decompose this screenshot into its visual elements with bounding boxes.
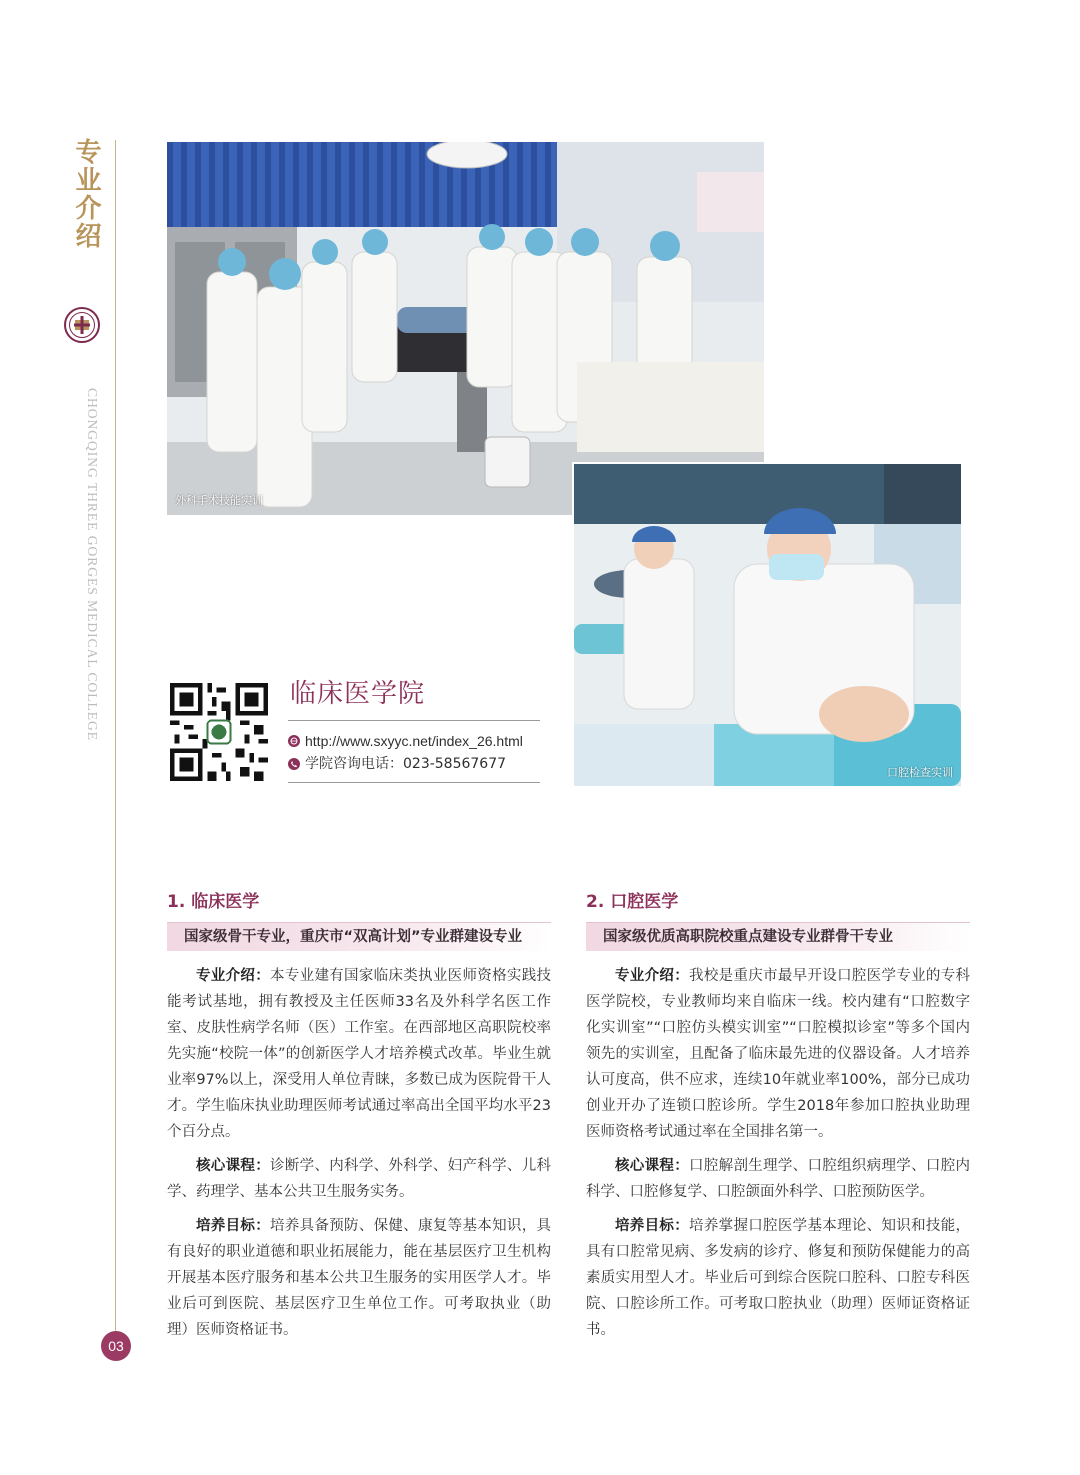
major-goal: [586, 1213, 970, 1343]
major-goal: [167, 1213, 551, 1343]
intro-label: 专业介绍：: [196, 968, 271, 984]
dental-photo-caption: 口腔检查实训: [887, 766, 953, 779]
courses-label: 核心课程：: [615, 1158, 690, 1174]
college-divider-bottom: [288, 782, 540, 783]
major-title: 1. 临床医学: [167, 892, 260, 912]
qr-code-icon[interactable]: [170, 683, 268, 781]
college-phone-row: [288, 755, 506, 773]
intro-label: 专业介绍：: [615, 968, 690, 984]
goal-label: 培养目标：: [615, 1218, 690, 1234]
page-number: 03: [101, 1331, 131, 1361]
major-section-stomatology: [586, 890, 970, 1343]
college-name: 临床医学院: [290, 679, 426, 709]
college-divider: [288, 720, 540, 721]
college-url-row[interactable]: [288, 732, 523, 750]
courses-label: 核心课程：: [196, 1158, 271, 1174]
major-courses: [167, 1153, 551, 1205]
major-section-clinical: [167, 890, 551, 1343]
surgery-photo-caption: 外科手术技能实训: [175, 494, 263, 507]
goal-label: 培养目标：: [196, 1218, 271, 1234]
major-intro: [167, 963, 551, 1145]
college-url[interactable]: http://www.sxyyc.net/index_26.html: [305, 733, 523, 749]
goal-text: 培养掌握口腔医学基本理论、知识和技能，具有口腔常见病、多发病的诊疗、修复和预防保健能力的高素质实用型人才。毕业后可到综合医院口腔科、口腔专科医院、口腔诊所工作。可考取口腔执业（助理）医师证资格证书。: [586, 1218, 971, 1338]
intro-text: 本专业建有国家临床类执业医师资格实践技能考试基地，拥有教授及主任医师33名及外科学名医工作室、皮肤性病学名师（医）工作室。在西部地区高职院校率先实施“校院一体”的创新医学人才培养模式改革。毕业生就业率97%以上，深受用人单位青睐，多数已成为医院骨干人才。学生临床执业助理医师考试通过率高出全国平均水平23个百分点。: [167, 968, 552, 1140]
phone-icon: [288, 758, 300, 770]
major-intro: [586, 963, 970, 1145]
sidebar-divider: [115, 140, 116, 1335]
college-phone: 学院咨询电话：023-58567677: [305, 756, 507, 772]
college-english-name: CHONGQING THREE GORGES MEDICAL COLLEGE: [85, 388, 100, 741]
goal-text: 培养具备预防、保健、康复等基本知识，具有良好的职业道德和职业拓展能力，能在基层医疗卫生机构开展基本医疗服务和基本公共卫生服务的实用医学人才。毕业后可到医院、基层医疗卫生单位工作。可考取执业（助理）医师资格证书。: [167, 1218, 552, 1338]
surgery-training-photo: [167, 142, 764, 515]
major-banner: 国家级优质高职院校重点建设专业群骨干专业: [586, 922, 970, 951]
college-emblem-icon: [64, 307, 100, 343]
major-courses: [586, 1153, 970, 1205]
courses-text: 诊断学、内科学、外科学、妇产科学、儿科学、药理学、基本公共卫生服务实务。: [167, 1158, 552, 1200]
globe-icon: [288, 735, 300, 747]
dental-training-photo: [572, 462, 963, 788]
major-title: 2. 口腔医学: [586, 892, 679, 912]
courses-text: 口腔解剖生理学、口腔组织病理学、口腔内科学、口腔修复学、口腔颌面外科学、口腔预防医学。: [586, 1158, 971, 1200]
intro-text: 我校是重庆市最早开设口腔医学专业的专科医学院校，专业教师均来自临床一线。校内建有“口腔数字化实训室”“口腔仿头模实训室”“口腔模拟诊室”等多个国内领先的实训室，且配备了临床最先进的仪器设备。人才培养认可度高，供不应求，连续10年就业率100%，部分已成功创业开办了连锁口腔诊所。学生2018年参加口腔执业助理医师资格考试通过率在全国排名第一。: [586, 968, 971, 1140]
section-title: 专业介绍: [71, 138, 101, 250]
major-banner: 国家级骨干专业，重庆市“双高计划”专业群建设专业: [167, 922, 551, 951]
